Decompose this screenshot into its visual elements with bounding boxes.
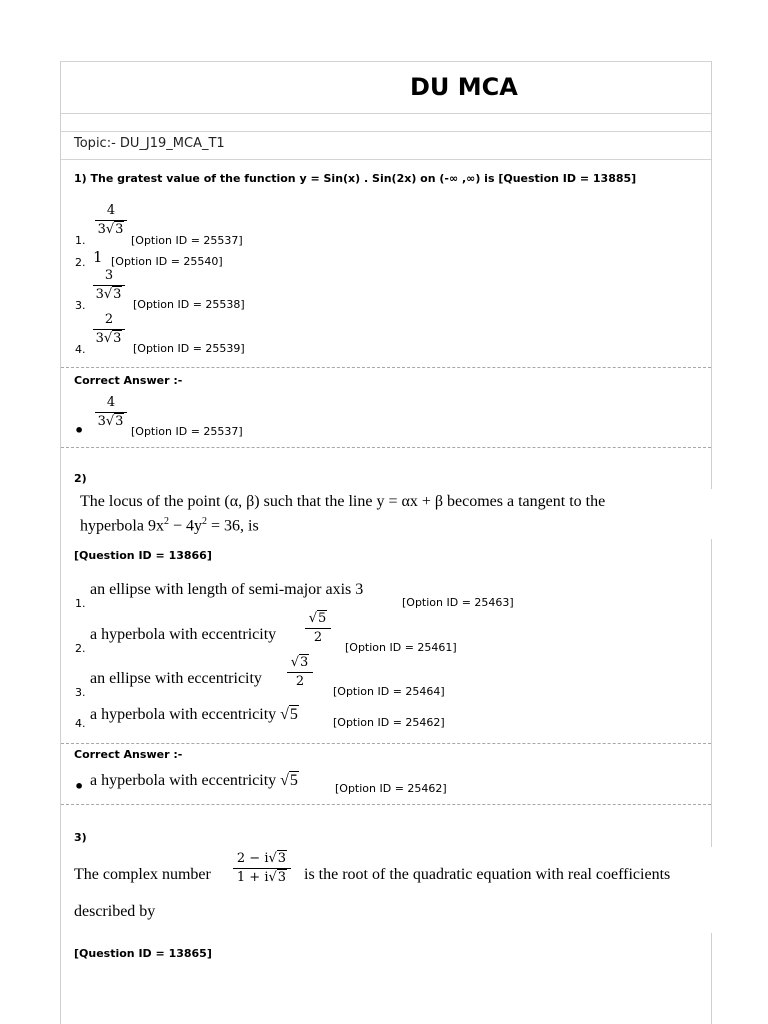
text: 2 − i [236, 851, 269, 866]
radicand: 3 [113, 331, 122, 346]
option-number: 1. [75, 597, 86, 610]
fraction: 2 3√3 [93, 312, 125, 347]
option-id: [Option ID = 25462] [335, 782, 447, 795]
option-number: 1. [75, 234, 86, 247]
page-title: DU MCA [410, 73, 518, 101]
bullet: • [74, 777, 85, 796]
option-id: [Option ID = 25539] [133, 342, 245, 355]
option-id: [Option ID = 25537] [131, 425, 243, 438]
fraction-numerator: 2 [104, 312, 114, 327]
option-number: 4. [75, 343, 86, 356]
option-text: an ellipse with eccentricity [90, 670, 262, 687]
divider [61, 131, 711, 132]
question-2-number: 2) [74, 472, 87, 485]
fraction-denominator-coef: 3 [95, 331, 104, 346]
radicand: 5 [289, 772, 298, 789]
option-id: [Option ID = 25538] [133, 298, 245, 311]
option-number: 2. [75, 642, 86, 655]
divider [61, 159, 711, 160]
fraction-denominator: 2 [295, 674, 305, 689]
divider [61, 743, 711, 744]
fraction-numerator: 4 [106, 395, 116, 410]
text: − 4y [168, 517, 203, 535]
radicand: 3 [277, 851, 287, 866]
option-number: 3. [75, 299, 86, 312]
option-id: [Option ID = 25462] [333, 716, 445, 729]
text: a hyperbola with eccentricity [90, 706, 277, 723]
divider [61, 367, 711, 368]
question-3-number: 3) [74, 831, 87, 844]
fraction-denominator-coef: 3 [95, 287, 104, 302]
option-text: an ellipse with length of semi-major axis 3 [90, 581, 364, 598]
fraction: 4 3√3 [95, 395, 127, 430]
question-2-id: [Question ID = 13866] [74, 549, 212, 562]
radicand: 3 [277, 870, 287, 885]
fraction-denominator-coef: 3 [97, 414, 106, 429]
option-id: [Option ID = 25464] [333, 685, 445, 698]
question-2-line-2 [80, 516, 259, 535]
question-2-line-1: The locus of the point (α, β) such that the line y = αx + β becomes a tangent to the [80, 493, 606, 510]
superscript: 2 [202, 516, 208, 527]
radicand: 3 [115, 414, 124, 429]
option-id: [Option ID = 25540] [111, 255, 223, 268]
option-number: 3. [75, 686, 86, 699]
radicand: 3 [113, 287, 122, 302]
fraction: 3 3√3 [93, 268, 125, 303]
text: hyperbola 9x [80, 517, 164, 535]
option-text: a hyperbola with eccentricity √5 [90, 706, 298, 723]
fraction: 2 − i√3 1 + i√3 [233, 851, 291, 886]
fraction: 4 3√3 [95, 203, 127, 238]
bullet: • [74, 421, 85, 440]
question-3-line-2: described by [74, 903, 156, 920]
radicand: 5 [289, 706, 298, 723]
option-number: 4. [75, 717, 86, 730]
question-image-bg [69, 847, 719, 933]
fraction-denominator: 2 [313, 630, 323, 645]
text: 1 + i [236, 870, 269, 885]
option-text: a hyperbola with eccentricity √5 [90, 772, 298, 789]
radicand: 3 [300, 655, 309, 670]
top-border [61, 61, 711, 62]
superscript: 2 [163, 516, 169, 527]
fraction-denominator-coef: 3 [97, 222, 106, 237]
fraction-numerator: 3 [104, 268, 114, 283]
radicand: 3 [115, 222, 124, 237]
question-3-line-1b: is the root of the quadratic equation with real coefficients [304, 866, 671, 883]
question-1-text: 1) The gratest value of the function y = Sin(x) . Sin(2x) on (-∞ ,∞) is [Question ID = 13885] [74, 172, 637, 185]
radicand: 5 [318, 611, 327, 626]
correct-answer-label: Correct Answer :- [74, 748, 183, 761]
fraction: √3 2 [287, 655, 313, 690]
correct-answer-label: Correct Answer :- [74, 374, 183, 387]
question-paper-sheet [60, 61, 712, 1024]
divider [61, 447, 711, 448]
question-3-line-1a: The complex number [74, 866, 211, 883]
fraction-numerator: 4 [106, 203, 116, 218]
option-id: [Option ID = 25463] [402, 596, 514, 609]
option-text: a hyperbola with eccentricity [90, 626, 277, 643]
text: = 36, is [207, 517, 259, 535]
option-number: 2. [75, 256, 86, 269]
option-id: [Option ID = 25461] [345, 641, 457, 654]
option-id: [Option ID = 25537] [131, 234, 243, 247]
question-3-id: [Question ID = 13865] [74, 947, 212, 960]
divider [61, 113, 711, 114]
option-value: 1 [93, 248, 103, 266]
fraction: √5 2 [305, 611, 331, 646]
text: a hyperbola with eccentricity [90, 772, 277, 789]
topic-label: Topic:- DU_J19_MCA_T1 [74, 136, 225, 151]
divider [61, 804, 711, 805]
